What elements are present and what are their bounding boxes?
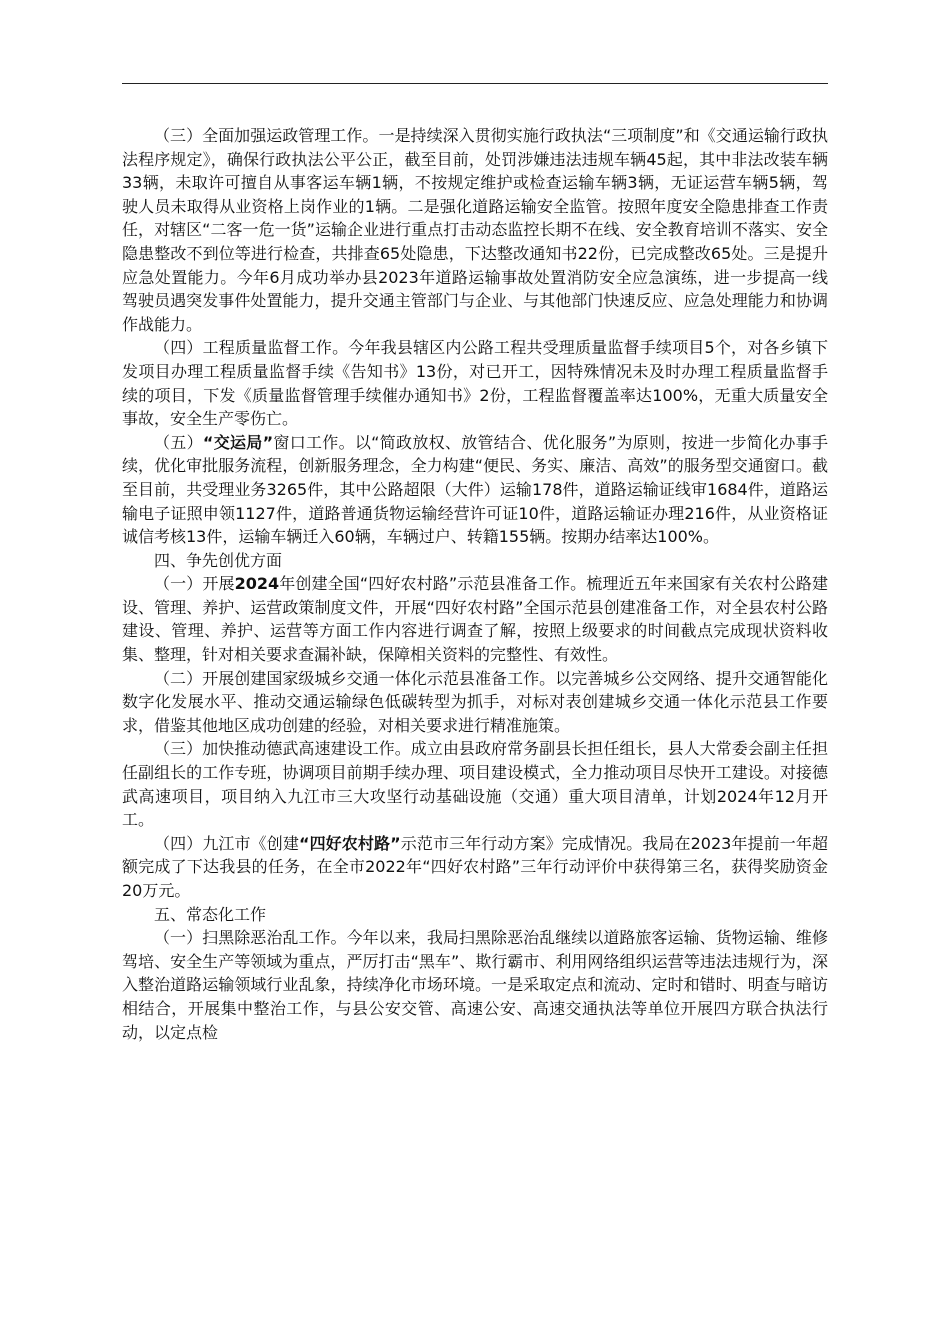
bold-text-run: “交运局” (202, 432, 274, 452)
body-paragraph (122, 926, 828, 1044)
bold-text-run: “四好农村路” (298, 833, 401, 853)
text-run: （一）扫黑除恶治乱工作。今年以来，我局扫黑除恶治乱继续以道路旅客运输、货物运输、维修驾培、安全生产等领域为重点，严厉打击“黑车”、欺行霸市、利用网络组织运营等违法违规行为，深入整治道路运输领域行业乱象，持续净化市场环境。一是采取定点和流动、定时和错时、明查与暗访相结合，开展集中整治工作，与县公安交管、高速公安、高速交通执法等单位开展四方联合执法行动，以定点检 (122, 928, 828, 1042)
header-rule (122, 83, 828, 84)
text-run: （四）工程质量监督工作。今年我县辖区内公路工程共受理质量监督手续项目5个，对各乡镇下发项目办理工程质量监督手续《告知书》13份，对已开工，因特殊情况未及时办理工程质量监督手续的项目，下发《质量监督管理手续催办通知书》2份，工程监督覆盖率达100%，无重大质量安全事故，安全生产零伤亡。 (122, 338, 828, 429)
body-paragraph (122, 832, 828, 903)
document-body (122, 124, 828, 1044)
text-run: 窗口工作。以“简政放权、放管结合、优化服务”为原则，按进一步简化办事手续，优化审批服务流程，创新服务理念，全力构建“便民、务实、廉洁、高效”的服务型交通窗口。截至目前，共受理业务3265件，其中公路超限（大件）运输178件，道路运输证线审1684件，道路运输电子证照申领1127件，道路普通货物运输经营许可证10件，道路运输证办理216件，从业资格证诚信考核13件，运输车辆迁入60辆，车辆过户、转籍155辆。按期办结率达100%。 (122, 432, 828, 547)
text-run: （三）加快推动德武高速建设工作。成立由县政府常务副县长担任组长，县人大常委会副主任担任副组长的工作专班，协调项目前期手续办理、项目建设模式，全力推动项目尽快开工建设。对接德武高速项目，项目纳入九江市三大攻坚行动基础设施（交通）重大项目清单，计划2024年12月开工。 (122, 739, 828, 830)
text-run: 年创建全国“四好农村路”示范县准备工作。梳理近五年来国家有关农村公路建设、管理、养护、运营政策制度文件，开展“四好农村路”全国示范县创建准备工作，对全县农村公路建设、管理、养护、运营等方面工作内容进行调查了解，按照上级要求的时间截点完成现状资料收集、整理，针对相关要求查漏补缺，保障相关资料的完整性、有效性。 (122, 574, 828, 665)
body-paragraph (122, 737, 828, 831)
text-run: （三）全面加强运政管理工作。一是持续深入贯彻实施行政执法“三项制度”和《交通运输行政执法程序规定》，确保行政执法公平公正，截至目前，处罚涉嫌违法违规车辆45起，其中非法改装车辆33辆，未取许可擅自从事客运车辆1辆，不按规定维护或检查运输车辆3辆，无证运营车辆5辆，驾驶人员未取得从业资格上岗作业的1辆。二是强化道路运输安全监管。按照年度安全隐患排查工作责任，对辖区“二客一危一货”运输企业进行重点打击动态监控长期不在线、安全教育培训不落实、安全隐患整改不到位等进行检查，共排查65处隐患，下达整改通知书22份，已完成整改65处。三是提升应急处置能力。今年6月成功举办县2023年道路运输事故处置消防安全应急演练，进一步提高一线驾驶员遇突发事件处置能力，提升交通主管部门与企业、与其他部门快速反应、应急处理能力和协调作战能力。 (122, 126, 828, 334)
section-heading (122, 903, 828, 927)
text-run: （一）开展 (154, 574, 235, 594)
body-paragraph (122, 336, 828, 430)
text-run: （二）开展创建国家级城乡交通一体化示范县准备工作。以完善城乡公交网络、提升交通智能化数字化发展水平、推动交通运输绿色低碳转型为抓手，对标对表创建城乡交通一体化示范县工作要求，借鉴其他地区成功创建的经验，对相关要求进行精准施策。 (122, 668, 828, 735)
bold-text-run: 2024 (234, 574, 280, 594)
text-run: （五） (154, 432, 203, 452)
body-paragraph (122, 431, 828, 549)
body-paragraph (122, 667, 828, 738)
text-run: 示范市三年行动方案》完成情况。我局在2023年提前一年超额完成了下达我县的任务，在全市2022年“四好农村路”三年行动评价中获得第三名，获得奖励资金20万元。 (122, 833, 828, 900)
section-heading (122, 549, 828, 573)
body-paragraph (122, 572, 828, 666)
text-run: 四、争先创优方面 (154, 550, 283, 570)
body-paragraph (122, 124, 828, 336)
text-run: （四）九江市《创建 (154, 833, 299, 853)
text-run: 五、常态化工作 (154, 904, 267, 924)
